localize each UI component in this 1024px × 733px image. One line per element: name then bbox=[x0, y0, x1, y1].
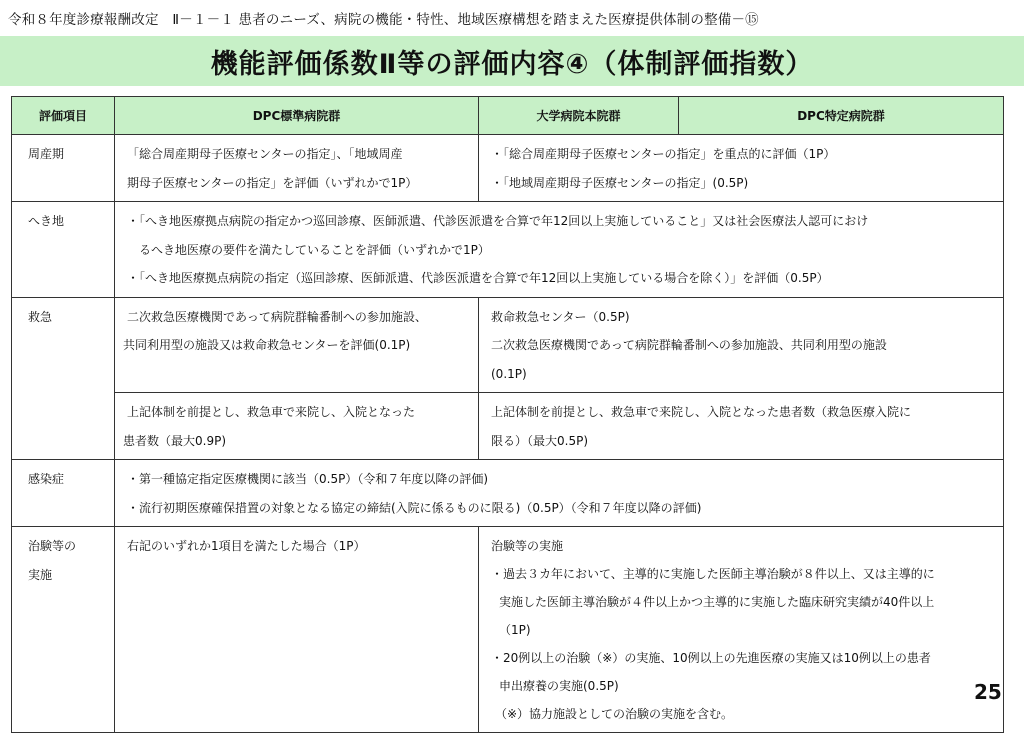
header-evaluation-item: 評価項目 bbox=[12, 97, 115, 135]
infection-all-cell: ・第一種協定指定医療機関に該当（0.5P）（令和７年度以降の評価) ・流行初期医療確保措置の対象となる協定の締結(入院に係るものに限る)（0.5P）（令和７年度以降の評価) bbox=[115, 460, 1004, 527]
trial-specific-cell: 治験等の実施 ・過去３カ年において、主導的に実施した医師主導治験が８件以上、又は主導的に 実施した医師主導治験が４件以上かつ主導的に実施した臨床研究実績が40件以上 （1P) ・20例以上の治験（※）の実施、10例以上の先進医療の実施又は10例以上の患者 申出療養の実施(0.5P) （※）協力施設としての治験の実施を含む。 bbox=[479, 527, 1004, 733]
table-row-emergency-1 bbox=[12, 297, 1004, 393]
header-university-main: 大学病院本院群 bbox=[479, 97, 679, 135]
header-dpc-standard: DPC標準病院群 bbox=[115, 97, 479, 135]
perinatal-specific-cell: ・「総合周産期母子医療センターの指定」を重点的に評価（1P） ・「地域周産期母子医療センターの指定」(0.5P) bbox=[479, 135, 1004, 202]
emergency-standard-cell-1: 二次救急医療機関であって病院群輪番制への参加施設、 共同利用型の施設又は救命救急センターを評価(0.1P) bbox=[115, 297, 479, 393]
item-trial: 治験等の 実施 bbox=[12, 527, 115, 733]
emergency-specific-cell-1: 救命救急センター（0.5P) 二次救急医療機関であって病院群輪番制への参加施設、共同利用型の施設 (0.1P) bbox=[479, 297, 1004, 393]
page-number: 25 bbox=[974, 680, 1002, 704]
title-banner bbox=[0, 36, 1024, 86]
remote-all-cell: ・「へき地医療拠点病院の指定かつ巡回診療、医師派遣、代診医派遣を合算で年12回以上実施していること」又は社会医療法人認可におけ るへき地医療の要件を満たしていることを評価（いずれかで1P） ・「へき地医療拠点病院の指定（巡回診療、医師派遣、代診医派遣を合算で年12回以上実施している場合を除く）」を評価（0.5P） bbox=[115, 202, 1004, 298]
page-title: 機能評価係数Ⅱ等の評価内容④（体制評価指数） bbox=[210, 48, 814, 80]
header-dpc-specific: DPC特定病院群 bbox=[679, 97, 1004, 135]
table-row-emergency-2 bbox=[12, 393, 1004, 460]
table-row-remote bbox=[12, 202, 1004, 298]
table-header-row bbox=[12, 97, 1004, 135]
evaluation-table bbox=[11, 96, 1004, 733]
perinatal-standard-cell: 「総合周産期母子医療センターの指定」、「地域周産 期母子医療センターの指定」を評価（いずれかで1P） bbox=[115, 135, 479, 202]
table-row-infection bbox=[12, 460, 1004, 527]
evaluation-table-wrapper bbox=[11, 96, 1003, 733]
breadcrumb: 令和８年度診療報酬改定 Ⅱ－１－１ 患者のニーズ、病院の機能・特性、地域医療構想を踏まえた医療提供体制の整備－⑮ bbox=[8, 12, 759, 28]
table-row-trial bbox=[12, 527, 1004, 733]
item-perinatal: 周産期 bbox=[12, 135, 115, 202]
table-row-perinatal bbox=[12, 135, 1004, 202]
item-remote: へき地 bbox=[12, 202, 115, 298]
emergency-specific-cell-2: 上記体制を前提とし、救急車で来院し、入院となった患者数（救急医療入院に 限る）（最大0.5P) bbox=[479, 393, 1004, 460]
emergency-standard-cell-2: 上記体制を前提とし、救急車で来院し、入院となった 患者数（最大0.9P) bbox=[115, 393, 479, 460]
item-emergency: 救急 bbox=[12, 297, 115, 460]
trial-standard-cell: 右記のいずれか1項目を満たした場合（1P） bbox=[115, 527, 479, 733]
item-infection: 感染症 bbox=[12, 460, 115, 527]
